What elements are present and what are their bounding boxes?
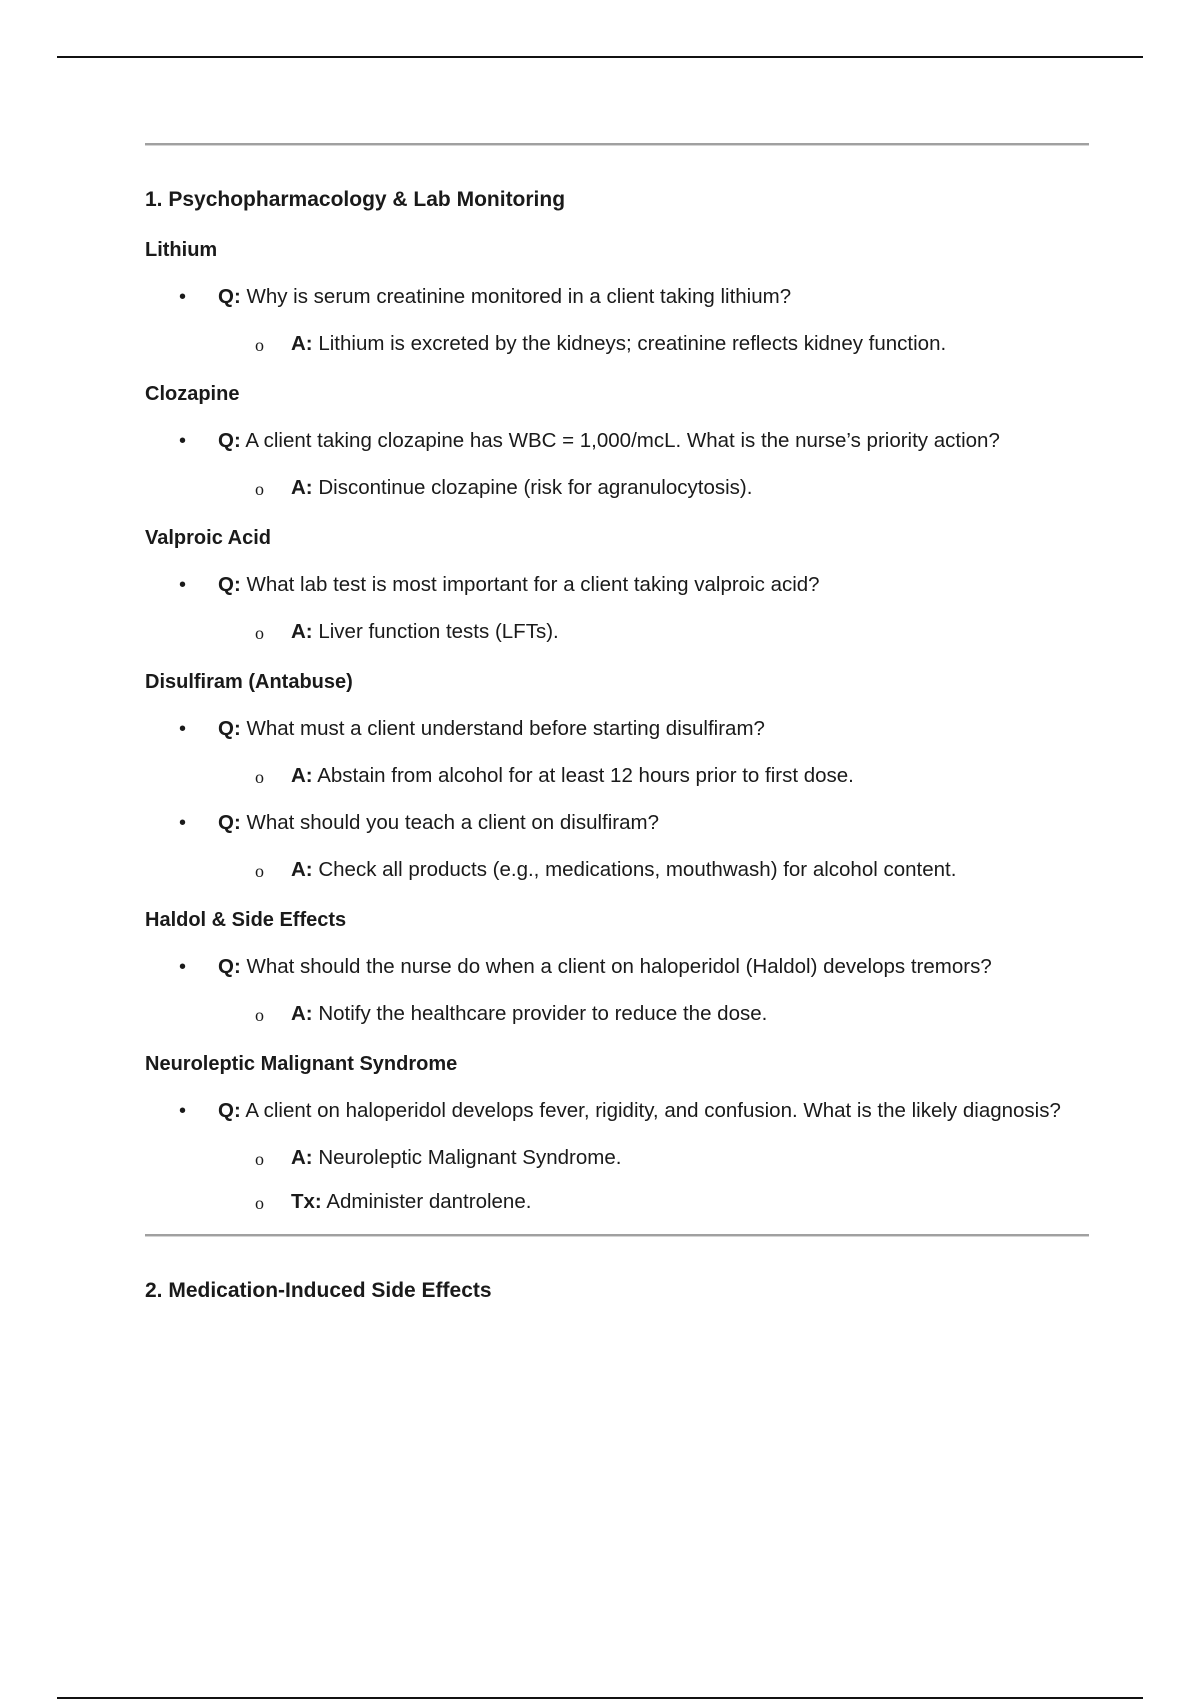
question-text: A client on haloperidol develops fever, rigidity, and confusion. What is the likely diagnosis? <box>240 1099 1061 1122</box>
answer-item <box>145 762 1089 790</box>
bullet-icon: • <box>179 812 187 834</box>
answer-label: A: <box>291 858 313 881</box>
group-title-haldol: Haldol & Side Effects <box>145 909 347 931</box>
answer-text: Discontinue clozapine (risk for agranulocytosis). <box>312 476 753 499</box>
question-item <box>145 568 1089 602</box>
question-label: Q: <box>218 955 241 978</box>
question-label: Q: <box>218 1099 241 1122</box>
question-item <box>145 424 1089 458</box>
sub-bullet-icon: o <box>255 861 264 881</box>
page-top-rule <box>57 56 1143 58</box>
answer-label: A: <box>291 764 313 787</box>
answer-item <box>145 856 1089 884</box>
answer-item <box>145 474 1089 502</box>
question-item <box>145 712 1089 746</box>
bullet-icon: • <box>179 718 187 740</box>
bullet-icon: • <box>179 430 187 452</box>
sub-bullet-icon: o <box>255 767 264 787</box>
sub-bullet-icon: o <box>255 479 264 499</box>
question-item <box>145 280 1089 314</box>
question-text: Why is serum creatinine monitored in a client taking lithium? <box>240 285 792 308</box>
question-item <box>145 806 1089 840</box>
answer-item <box>145 330 1089 358</box>
answer-label: A: <box>291 332 313 355</box>
sub-bullet-icon: o <box>255 623 264 643</box>
section-divider <box>145 143 1089 146</box>
answer-text: Lithium is excreted by the kidneys; creatinine reflects kidney function. <box>312 332 947 355</box>
group-title-valproic-acid: Valproic Acid <box>145 527 271 549</box>
answer-text: Check all products (e.g., medications, mouthwash) for alcohol content. <box>312 858 957 881</box>
section-divider <box>145 1234 1089 1237</box>
treatment-label: Tx: <box>291 1190 322 1213</box>
group-title-nms: Neuroleptic Malignant Syndrome <box>145 1053 458 1075</box>
answer-text: Abstain from alcohol for at least 12 hours prior to first dose. <box>312 764 854 787</box>
question-text: What should the nurse do when a client on haloperidol (Haldol) develops tremors? <box>240 955 992 978</box>
treatment-item <box>145 1188 1089 1216</box>
question-text: A client taking clozapine has WBC = 1,000/mcL. What is the nurse’s priority action? <box>240 429 1000 452</box>
answer-text: Liver function tests (LFTs). <box>312 620 559 643</box>
section-title: 1. Psychopharmacology & Lab Monitoring <box>145 188 566 211</box>
question-label: Q: <box>218 285 241 308</box>
group-title-disulfiram: Disulfiram (Antabuse) <box>145 671 353 693</box>
group-title-clozapine: Clozapine <box>145 383 240 405</box>
answer-item <box>145 1144 1089 1172</box>
sub-bullet-icon: o <box>255 1149 264 1169</box>
question-label: Q: <box>218 573 241 596</box>
question-text: What lab test is most important for a client taking valproic acid? <box>240 573 820 596</box>
sub-bullet-icon: o <box>255 335 264 355</box>
bullet-icon: • <box>179 1100 187 1122</box>
question-label: Q: <box>218 717 241 740</box>
answer-label: A: <box>291 620 313 643</box>
question-item <box>145 1094 1089 1128</box>
answer-item <box>145 618 1089 646</box>
page-bottom-rule <box>57 1697 1143 1699</box>
question-label: Q: <box>218 429 241 452</box>
sub-bullet-icon: o <box>255 1005 264 1025</box>
answer-item <box>145 1000 1089 1028</box>
question-text: What should you teach a client on disulfiram? <box>240 811 659 834</box>
bullet-icon: • <box>179 574 187 596</box>
answer-text: Neuroleptic Malignant Syndrome. <box>312 1146 622 1169</box>
question-item <box>145 950 1089 984</box>
bullet-icon: • <box>179 286 187 308</box>
answer-label: A: <box>291 1146 313 1169</box>
group-title-lithium: Lithium <box>145 239 218 261</box>
answer-label: A: <box>291 476 313 499</box>
question-label: Q: <box>218 811 241 834</box>
bullet-icon: • <box>179 956 187 978</box>
document-content <box>145 143 1089 1305</box>
answer-label: A: <box>291 1002 313 1025</box>
sub-bullet-icon: o <box>255 1193 264 1213</box>
next-section-title: 2. Medication-Induced Side Effects <box>145 1279 492 1302</box>
answer-text: Notify the healthcare provider to reduce the dose. <box>312 1002 768 1025</box>
treatment-text: Administer dantrolene. <box>321 1190 532 1213</box>
question-text: What must a client understand before starting disulfiram? <box>240 717 765 740</box>
